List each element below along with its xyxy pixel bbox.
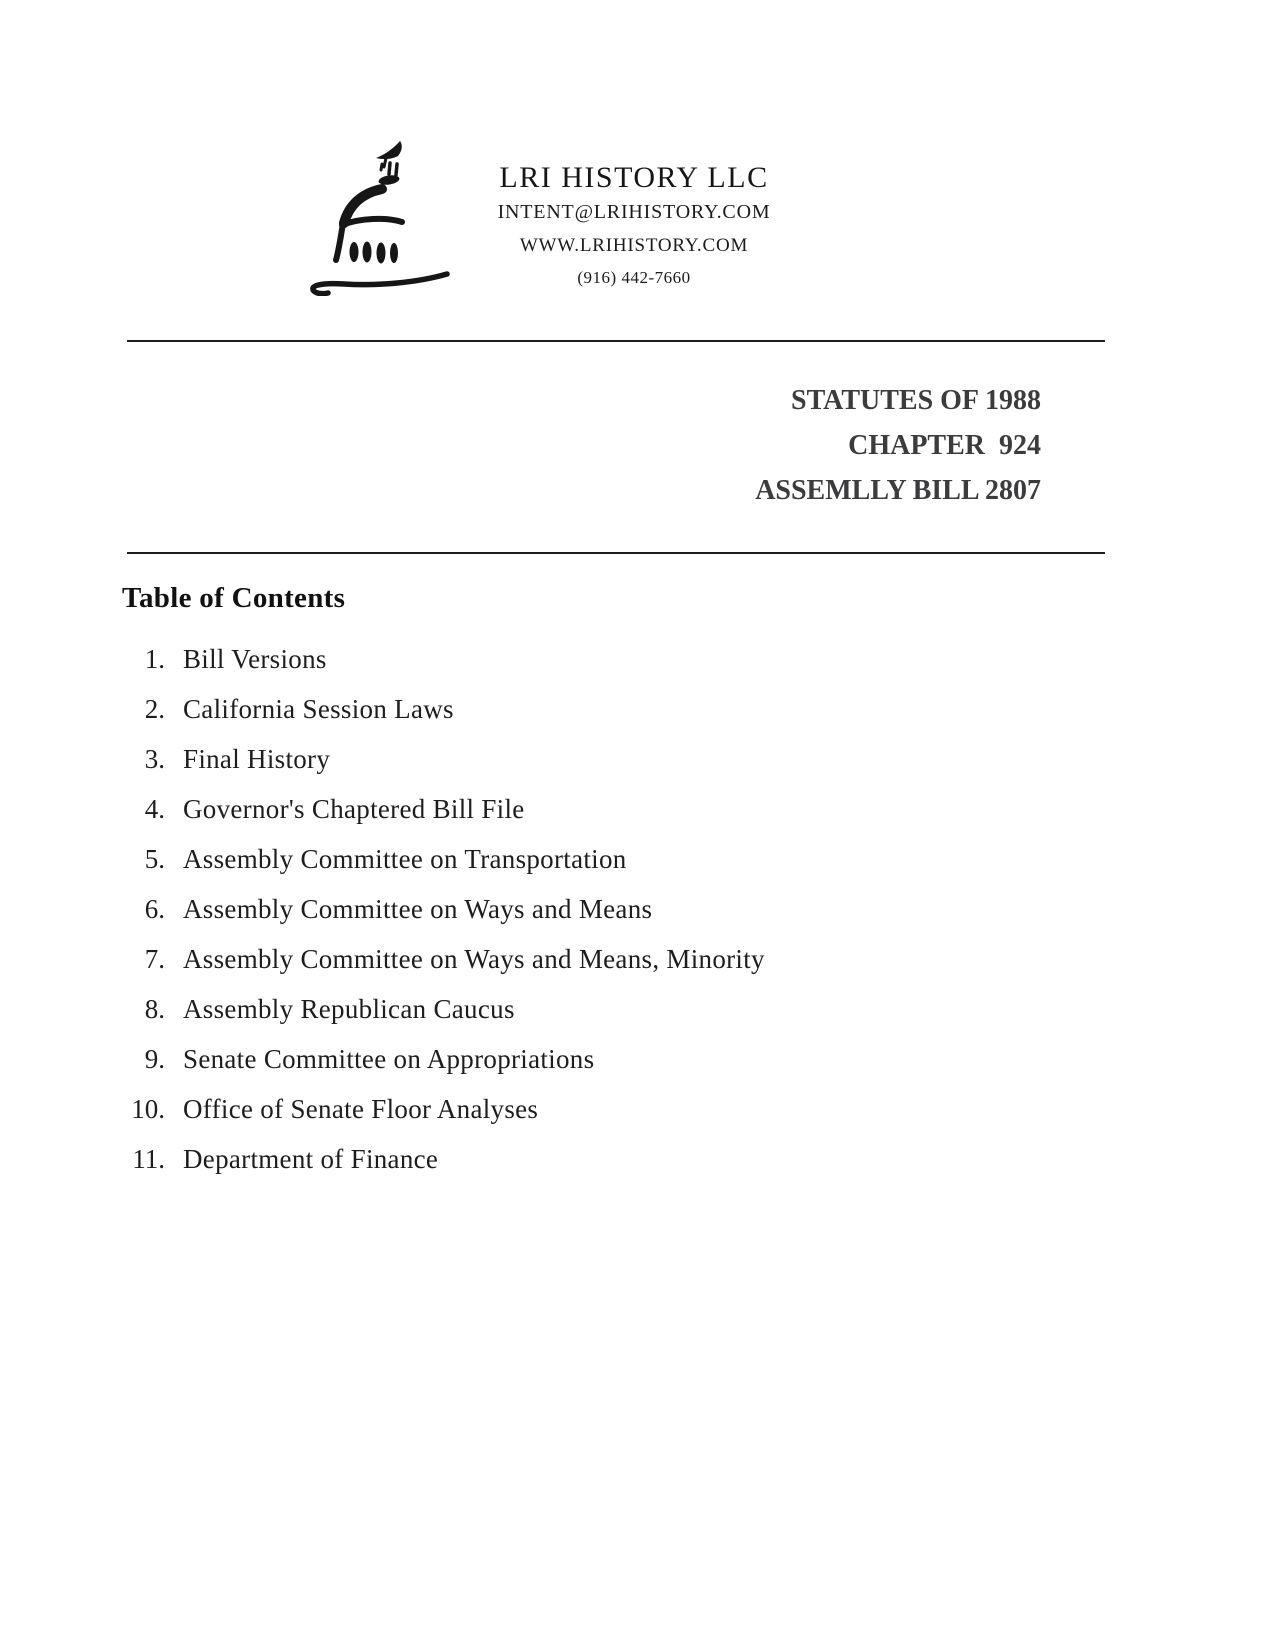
- toc-item-label: Senate Committee on Appropriations: [183, 1044, 595, 1074]
- toc-item: [100, 1044, 1100, 1094]
- phone-number: (916) 442-7660: [577, 268, 691, 287]
- bill-line: ASSEMLLY BILL 2807: [755, 475, 1041, 506]
- document-title-block: [755, 378, 1041, 513]
- toc-item-label: Final History: [183, 744, 331, 774]
- toc-item-number: 7.: [144, 944, 165, 974]
- toc-item-number: 1.: [144, 644, 165, 674]
- toc-item: [100, 844, 1100, 894]
- toc-item-number: 8.: [144, 994, 165, 1024]
- toc-item: [100, 944, 1100, 994]
- website-address: WWW.LRIHISTORY.COM: [519, 235, 749, 256]
- toc-item-number: 2.: [144, 694, 165, 724]
- toc-item-label: Assembly Republican Caucus: [183, 994, 515, 1024]
- toc-item-number: 6.: [144, 894, 165, 924]
- toc-item: [100, 644, 1100, 694]
- divider-top: [127, 340, 1105, 342]
- toc-item-label: Department of Finance: [183, 1144, 439, 1174]
- toc-item-label: California Session Laws: [183, 694, 454, 724]
- toc-item: [100, 994, 1100, 1044]
- toc-item-label: Bill Versions: [183, 644, 327, 674]
- toc-item-number: 11.: [132, 1144, 165, 1174]
- toc-item: [100, 1144, 1100, 1194]
- toc-item: [100, 794, 1100, 844]
- toc-list: [100, 644, 1100, 1194]
- toc-item-number: 4.: [144, 794, 165, 824]
- statutes-line: STATUTES OF 1988: [791, 385, 1041, 416]
- toc-item: [100, 694, 1100, 744]
- chapter-line: CHAPTER 924: [848, 430, 1041, 461]
- toc-heading: Table of Contents: [122, 582, 346, 614]
- toc-item-number: 5.: [144, 844, 165, 874]
- toc-item-number: 3.: [144, 744, 165, 774]
- toc-item: [100, 1094, 1100, 1144]
- company-name: LRI HISTORY LLC: [499, 161, 769, 194]
- toc-item-label: Assembly Committee on Ways and Means: [183, 894, 653, 924]
- toc-item: [100, 744, 1100, 794]
- divider-bottom: [127, 552, 1105, 554]
- email-address: INTENT@LRIHISTORY.COM: [497, 201, 771, 223]
- toc-item-number: 9.: [144, 1044, 165, 1074]
- toc-item-label: Governor's Chaptered Bill File: [183, 794, 525, 824]
- header-contact-block: [384, 160, 884, 294]
- toc-item: [100, 894, 1100, 944]
- toc-item-label: Assembly Committee on Transportation: [183, 844, 627, 874]
- toc-item-number: 10.: [131, 1094, 165, 1124]
- toc-item-label: Assembly Committee on Ways and Means, Minority: [183, 944, 765, 974]
- toc-item-label: Office of Senate Floor Analyses: [183, 1094, 539, 1124]
